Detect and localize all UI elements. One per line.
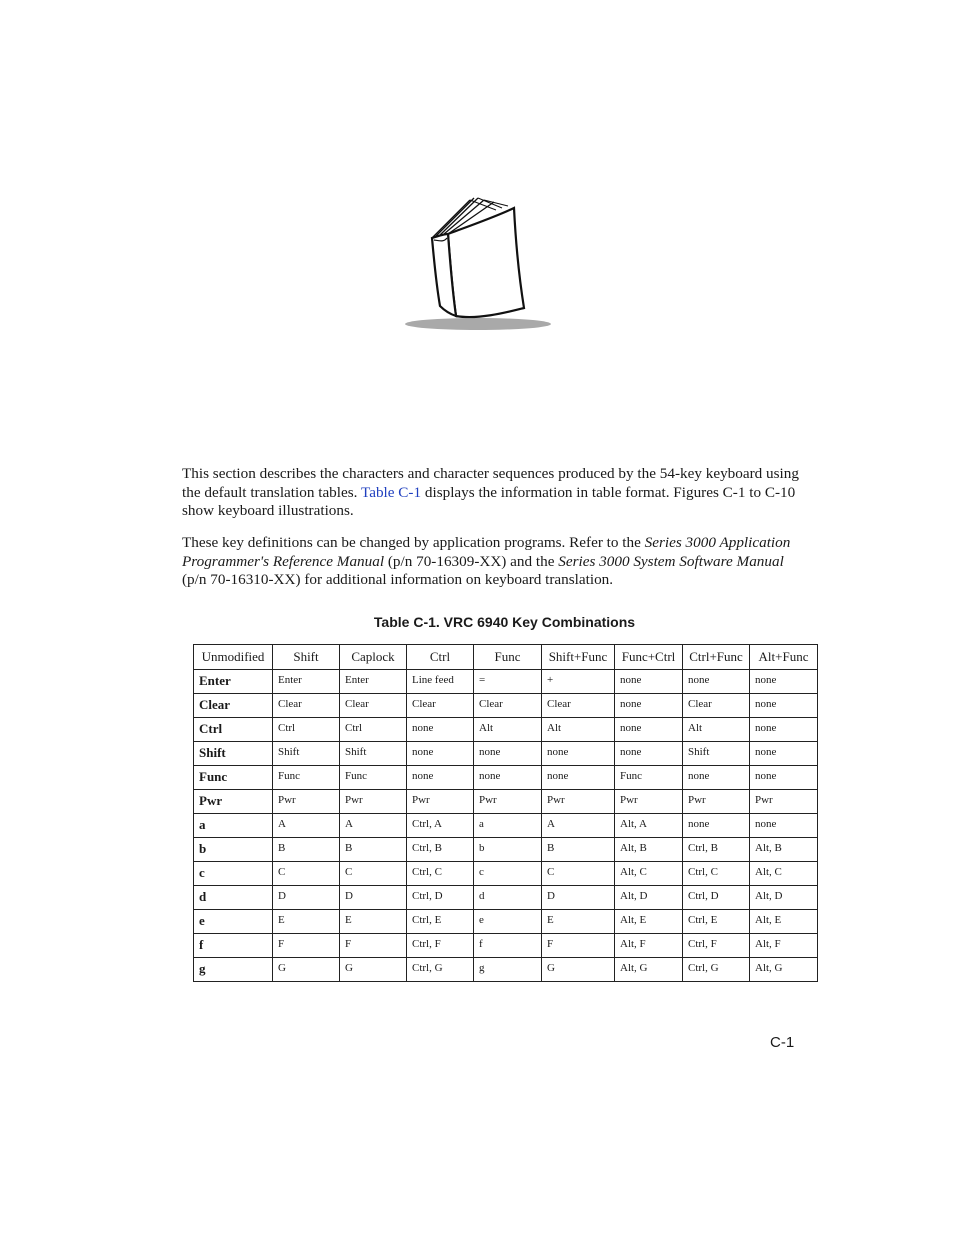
- table-cell: none: [750, 814, 818, 838]
- table-cell: none: [407, 718, 474, 742]
- table-cell: Pwr: [542, 790, 615, 814]
- table-cell: Pwr: [750, 790, 818, 814]
- table-caption: Table C-1. VRC 6940 Key Combinations: [373, 614, 636, 630]
- table-cell: d: [474, 886, 542, 910]
- table-cell: B: [340, 838, 407, 862]
- column-header: Func+Ctrl: [615, 645, 683, 670]
- table-cell: D: [273, 886, 340, 910]
- table-row: [194, 814, 818, 838]
- table-cell: Clear: [683, 694, 750, 718]
- key-name-cell: a: [194, 814, 273, 838]
- page-number: C-1: [770, 1034, 795, 1051]
- table-row: [194, 742, 818, 766]
- table-cell: none: [750, 670, 818, 694]
- table-cell: none: [683, 670, 750, 694]
- table-cell: none: [750, 694, 818, 718]
- table-body: [194, 670, 818, 982]
- table-cell: Ctrl, G: [683, 958, 750, 982]
- table-cell: none: [615, 718, 683, 742]
- key-name-cell: b: [194, 838, 273, 862]
- table-header-row: [194, 645, 818, 670]
- table-cell: E: [542, 910, 615, 934]
- table-cell: C: [273, 862, 340, 886]
- table-cell: =: [474, 670, 542, 694]
- table-cell: Ctrl, B: [407, 838, 474, 862]
- table-cell: none: [407, 742, 474, 766]
- table-cell: Line feed: [407, 670, 474, 694]
- table-cell: Alt, D: [750, 886, 818, 910]
- table-cell: F: [542, 934, 615, 958]
- table-cell: Clear: [340, 694, 407, 718]
- table-cell: Shift: [340, 742, 407, 766]
- table-cell: Ctrl, E: [683, 910, 750, 934]
- table-cell: Ctrl, D: [683, 886, 750, 910]
- table-cell: Alt, D: [615, 886, 683, 910]
- table-cell: F: [273, 934, 340, 958]
- table-cell: Alt, B: [750, 838, 818, 862]
- table-cell: g: [474, 958, 542, 982]
- table-cell: c: [474, 862, 542, 886]
- table-cell: Ctrl, A: [407, 814, 474, 838]
- table-cell: Ctrl, E: [407, 910, 474, 934]
- table-cell: Clear: [407, 694, 474, 718]
- table-cell: C: [542, 862, 615, 886]
- table-cell: Clear: [474, 694, 542, 718]
- key-name-cell: Func: [194, 766, 273, 790]
- column-header: Unmodified: [194, 645, 273, 670]
- table-cell: Ctrl, B: [683, 838, 750, 862]
- table-cell: D: [340, 886, 407, 910]
- table-cell: none: [750, 766, 818, 790]
- table-cell: Alt, C: [615, 862, 683, 886]
- table-cell: Clear: [273, 694, 340, 718]
- table-cell: Alt: [474, 718, 542, 742]
- table-cell: Shift: [273, 742, 340, 766]
- open-book-icon: [398, 188, 558, 338]
- table-cell: Ctrl, C: [407, 862, 474, 886]
- table-cell: Pwr: [683, 790, 750, 814]
- table-cell: b: [474, 838, 542, 862]
- intro-text-a: This section describes the characters and character sequences produced by the 54-key keyboard using the default translation tables.: [182, 465, 799, 501]
- table-cell: Ctrl: [273, 718, 340, 742]
- table-row: [194, 910, 818, 934]
- table-cell: none: [750, 742, 818, 766]
- table-row: [194, 838, 818, 862]
- table-cell: none: [542, 742, 615, 766]
- defs-text-a: These key definitions can be changed by application programs. Refer to the: [182, 534, 641, 551]
- programmers-manual-title: Series 3000 Application Programmer's Reference Manual: [182, 534, 791, 570]
- key-combinations-table: [193, 644, 818, 982]
- table-cell: Func: [615, 766, 683, 790]
- table-row: [194, 862, 818, 886]
- table-cell: none: [542, 766, 615, 790]
- table-cell: Ctrl, F: [407, 934, 474, 958]
- table-cell: Enter: [273, 670, 340, 694]
- defs-text-b: (p/n 70-16309-XX) and the: [387, 552, 555, 570]
- system-manual-title: Series 3000 System Software Manual: [558, 552, 784, 570]
- table-cell: none: [407, 766, 474, 790]
- table-cell: A: [273, 814, 340, 838]
- table-row: [194, 958, 818, 982]
- table-cell: Pwr: [474, 790, 542, 814]
- table-cell: E: [273, 910, 340, 934]
- table-cell: Ctrl, G: [407, 958, 474, 982]
- table-cell: Alt, C: [750, 862, 818, 886]
- table-cell: Alt, F: [750, 934, 818, 958]
- table-cell: C: [340, 862, 407, 886]
- intro-paragraph: [182, 465, 807, 521]
- table-row: [194, 718, 818, 742]
- table-cell: Alt, E: [615, 910, 683, 934]
- defs-text-c: (p/n 70-16310-XX) for additional information on keyboard translation.: [182, 571, 614, 589]
- column-header: Ctrl: [407, 645, 474, 670]
- key-name-cell: c: [194, 862, 273, 886]
- table-row: [194, 934, 818, 958]
- table-cell: Shift: [683, 742, 750, 766]
- table-cell: E: [340, 910, 407, 934]
- table-cell: Alt, F: [615, 934, 683, 958]
- key-name-cell: d: [194, 886, 273, 910]
- key-name-cell: Pwr: [194, 790, 273, 814]
- table-row: [194, 694, 818, 718]
- table-cell: Ctrl, F: [683, 934, 750, 958]
- table-cell: D: [542, 886, 615, 910]
- table-cell: Alt, A: [615, 814, 683, 838]
- table-cell: none: [615, 670, 683, 694]
- table-cell: Func: [273, 766, 340, 790]
- table-cell: none: [750, 718, 818, 742]
- table-row: [194, 766, 818, 790]
- column-header: Caplock: [340, 645, 407, 670]
- key-name-cell: Clear: [194, 694, 273, 718]
- table-cell: f: [474, 934, 542, 958]
- column-header: Shift: [273, 645, 340, 670]
- key-name-cell: f: [194, 934, 273, 958]
- table-row: [194, 790, 818, 814]
- table-cell: B: [273, 838, 340, 862]
- table-cell: Alt, G: [750, 958, 818, 982]
- table-cell: a: [474, 814, 542, 838]
- table-cell: Alt, B: [615, 838, 683, 862]
- column-header: Ctrl+Func: [683, 645, 750, 670]
- table-cell: A: [542, 814, 615, 838]
- table-row: [194, 886, 818, 910]
- table-cell: none: [683, 766, 750, 790]
- column-header: Shift+Func: [542, 645, 615, 670]
- column-header: Func: [474, 645, 542, 670]
- table-c1-link[interactable]: Table C-1: [360, 483, 422, 501]
- table-cell: +: [542, 670, 615, 694]
- table-row: [194, 670, 818, 694]
- table-cell: none: [615, 742, 683, 766]
- table-cell: F: [340, 934, 407, 958]
- key-definitions-paragraph: [182, 534, 807, 590]
- table-cell: G: [340, 958, 407, 982]
- table-cell: Ctrl: [340, 718, 407, 742]
- table-cell: Enter: [340, 670, 407, 694]
- table-cell: none: [474, 766, 542, 790]
- key-name-cell: e: [194, 910, 273, 934]
- table-cell: Ctrl, D: [407, 886, 474, 910]
- table-cell: Ctrl, C: [683, 862, 750, 886]
- table-cell: G: [542, 958, 615, 982]
- table-cell: none: [615, 694, 683, 718]
- table-cell: Alt: [683, 718, 750, 742]
- table-cell: e: [474, 910, 542, 934]
- column-header: Alt+Func: [750, 645, 818, 670]
- table-cell: B: [542, 838, 615, 862]
- table-cell: none: [683, 814, 750, 838]
- table-cell: Alt: [542, 718, 615, 742]
- table-cell: Alt, E: [750, 910, 818, 934]
- table-cell: Alt, G: [615, 958, 683, 982]
- key-name-cell: Shift: [194, 742, 273, 766]
- table-cell: A: [340, 814, 407, 838]
- table-cell: Func: [340, 766, 407, 790]
- key-name-cell: Enter: [194, 670, 273, 694]
- table-cell: none: [474, 742, 542, 766]
- key-name-cell: Ctrl: [194, 718, 273, 742]
- table-cell: Pwr: [340, 790, 407, 814]
- table-cell: G: [273, 958, 340, 982]
- table-cell: Pwr: [273, 790, 340, 814]
- table-cell: Clear: [542, 694, 615, 718]
- intro-text-b: displays the information in table format. Figures C-1 to C-10 show keyboard illustrations.: [182, 483, 796, 520]
- table-cell: Pwr: [615, 790, 683, 814]
- table-cell: Pwr: [407, 790, 474, 814]
- key-name-cell: g: [194, 958, 273, 982]
